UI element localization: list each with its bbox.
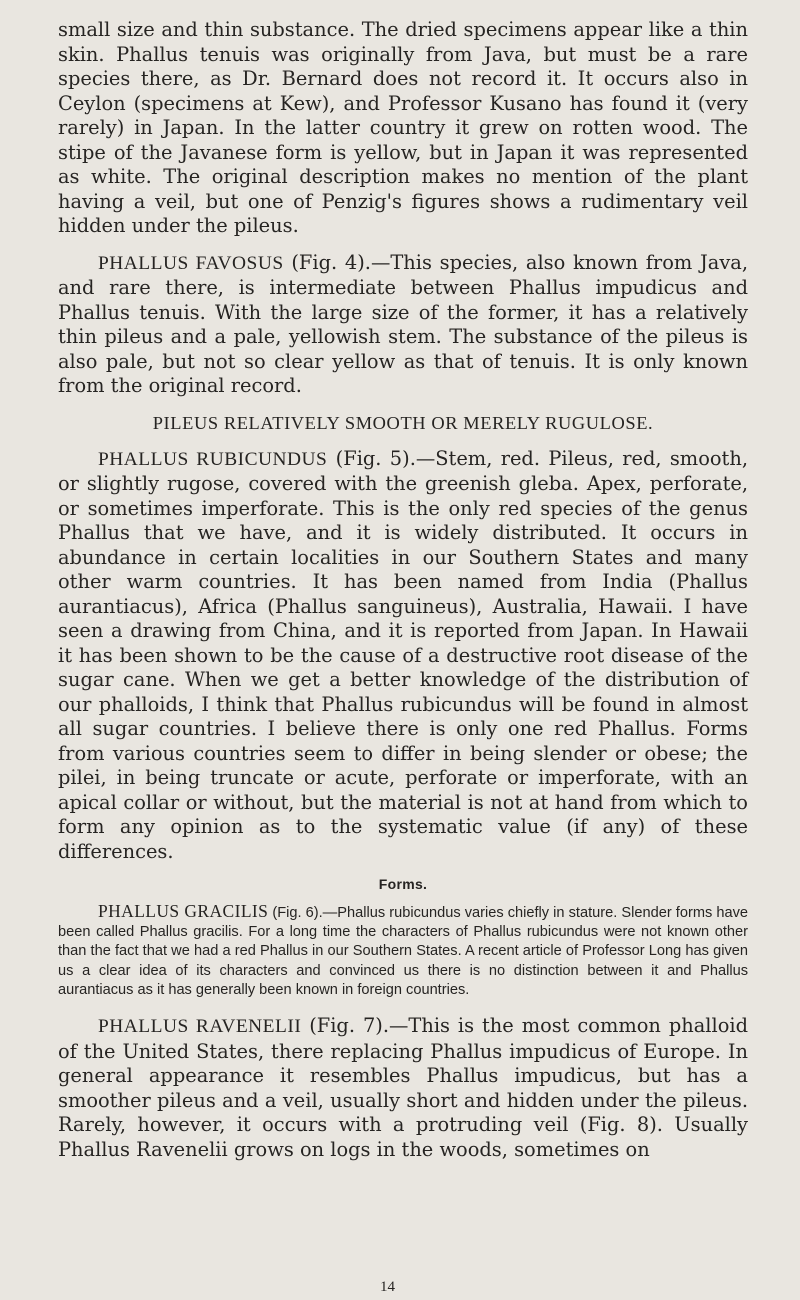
paragraph-rubicundus-text: (Fig. 5).—Stem, red. Pileus, red, smooth, or slightly rugose, covered with the greenish gleba. Apex, perforate, or sometimes imperforate. This is the only red species of the genus Phallus that we have, and it is widely distributed. It occurs in abundance in certain localities in our Southern States and many other warm countries. It has been named from India (Phallus aurantiacus), Africa (Phallus sanguineus), Australia, Hawaii. I have seen a drawing from China, and it is reported from Japan. In Hawaii it has been shown to be the cause of a destructive root disease of the sugar cane. When we get a better knowledge of the distribution of our phalloids, I think that Phallus rubicundus will be found in almost all sugar countries. I believe there is only one red Phallus. Forms from various countries seem to differ in being slender or obese; the pilei, in being truncate or acute, perforate or imperforate, with an apical collar or without, but the material is not at hand from which to form any opinion as to the systematic value (if any) of these differences. <box>58 446 748 863</box>
paragraph-phallus-rubicundus <box>58 447 748 865</box>
section-heading: PILEUS RELATIVELY SMOOTH OR MERELY RUGULOSE. <box>152 412 654 433</box>
species-name-rubicundus: PHALLUS RUBICUNDUS <box>98 448 328 470</box>
paragraph-phallus-gracilis <box>58 902 748 1000</box>
paragraph-phallus-ravenelii <box>58 1014 748 1162</box>
species-name-ravenelii: PHALLUS RAVENELII <box>98 1016 302 1038</box>
forms-heading: Forms. <box>378 876 428 892</box>
document-page <box>58 18 748 1174</box>
species-name-favosus: PHALLUS FAVOSUS <box>98 252 284 274</box>
page-number: 14 <box>380 1279 395 1295</box>
paragraph-ravenelii-text: (Fig. 7).—This is the most common phalloid of the United States, there replacing Phallus impudicus of Europe. In general appearance it resembles Phallus impudicus, but has a smoother pileus and a veil, usually short and hidden under the pileus. Rarely, however, it occurs with a protruding veil (Fig. 8). Usually Phallus Ravenelii grows on logs in the woods, sometimes on <box>58 1014 748 1161</box>
paragraph-favosus-text: (Fig. 4).—This species, also known from Java, and rare there, is intermediate between Phallus impudicus and Phallus tenuis. With the large size of the former, it has a relatively thin pileus and a pale, yellowish stem. The substance of the pileus is also pale, but not so clear yellow as that of tenuis. It is only known from the original record. <box>58 250 749 397</box>
paragraph-phallus-favosus <box>58 251 748 399</box>
paragraph-gracilis-text: (Fig. 6).—Phallus rubicundus varies chiefly in stature. Slender forms have been called Phallus gracilis. For a long time the characters of Phallus rubicundus were not known other than the fact that we had a red Phallus in our Southern States. A recent article of Professor Long has given us a clear idea of its characters and convinced us there is no distinction between it and Phallus aurantiacus as it has generally been known in foreign countries. <box>58 905 749 998</box>
paragraph-tenuis-continued: small size and thin substance. The dried specimens appear like a thin skin. Phallus tenuis was originally from Java, but must be a rare species there, as Dr. Bernard does not record it. It occurs also in Ceylon (specimens at Kew), and Professor Kusano has found it (very rarely) in Japan. In the latter country it grew on rotten wood. The stipe of the Javanese form is yellow, but in Japan it was represented as white. The original description makes no mention of the plant having a veil, but one of Penzig's figures shows a rudimentary veil hidden under the pileus. <box>58 18 748 237</box>
species-name-gracilis: PHALLUS GRACILIS <box>98 901 269 921</box>
